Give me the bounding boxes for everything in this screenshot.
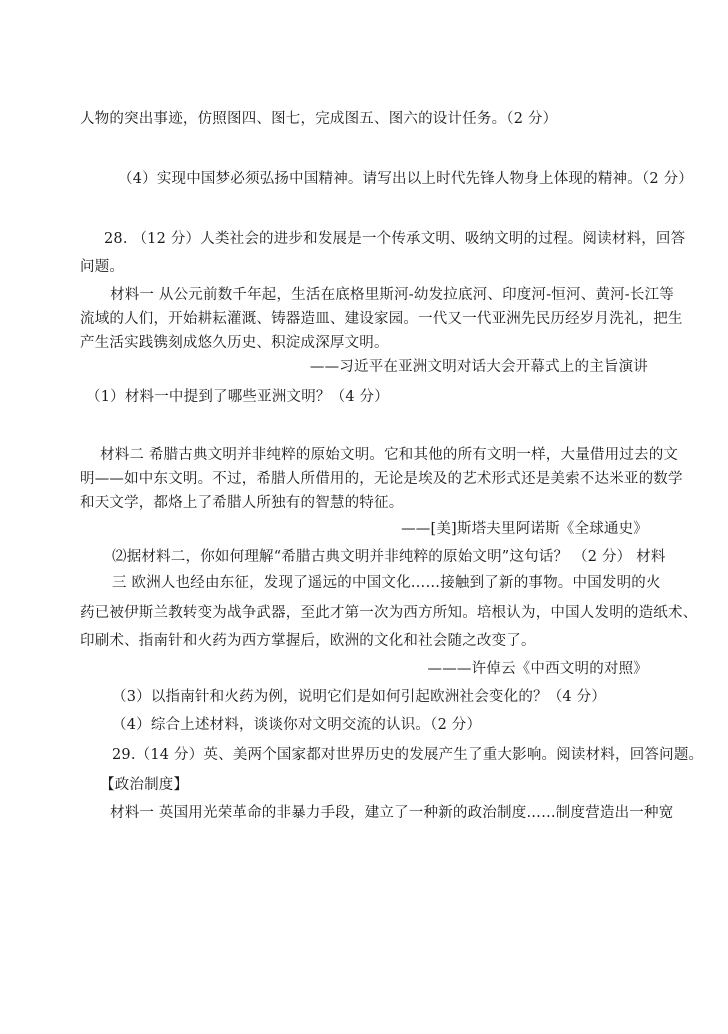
question-29-heading: 29.（14 分）英、美两个国家都对世界历史的发展产生了重大影响。阅读材料，回答问题。 [112, 747, 704, 763]
material-one-text: 材料一 从公元前数千年起，生活在底格里斯河-幼发拉底河、印度河-恒河、黄河-长江等 [110, 287, 675, 303]
question-1-prompt: （1）材料一中提到了哪些亚洲文明？（4 分） [86, 389, 389, 405]
text-line: 问题。 [80, 259, 125, 275]
question-2-prompt: ⑵据材料二，你如何理解“希腊古典文明并非纯粹的原始文明”这句话？ （2 分） 材料 [112, 549, 666, 565]
section-heading: 【政治制度】 [100, 777, 189, 793]
material-three-text: 三 欧洲人也经由东征，发现了遥远的中国文化……接触到了新的事物。中国发明的火 [112, 575, 661, 591]
question-4-prompt: （4）综合上述材料，谈谈你对文明交流的认识。（2 分） [112, 717, 482, 733]
material-two-text: 材料二 希腊古典文明并非纯粹的原始文明。它和其他的所有文明一样，大量借用过去的文 [100, 447, 679, 463]
question-28-heading: 28. （12 分）人类社会的进步和发展是一个传承文明、吸纳文明的过程。阅读材料，回答 [104, 231, 686, 247]
material-two-text: 和天文学，都烙上了希腊人所独有的智慧的特征。 [80, 495, 404, 511]
material-one-text: 流域的人们，开始耕耘灌溉、铸器造皿、建设家园。一代又一代亚洲先民历经岁月洗礼，把生 [80, 311, 683, 327]
material-three-source: ———许倬云《中西文明的对照》 [427, 661, 648, 677]
material-one-text: 材料一 英国用光荣革命的非暴力手段，建立了一种新的政治制度……制度营造出一种宽 [110, 805, 674, 821]
material-one-source: ——习近平在亚洲文明对话大会开幕式上的主旨演讲 [309, 359, 648, 375]
material-one-text: 产生活实践镌刻成悠久历史、积淀成深厚文明。 [80, 335, 389, 351]
material-three-text: 药已被伊斯兰教转变为战争武器，至此才第一次为西方所知。培根认为，中国人发明的造纸术、 [80, 605, 698, 621]
question-4-prompt: （4）实现中国梦必须弘扬中国精神。请写出以上时代先锋人物身上体现的精神。（2 分） [118, 171, 694, 187]
material-three-text: 印刷术、指南针和火药为西方掌握后，欧洲的文化和社会随之改变了。 [80, 633, 536, 649]
text-line: 人物的突出事迹，仿照图四、图七，完成图五、图六的设计任务。（2 分） [80, 111, 558, 127]
material-two-text: 明——如中东文明。不过，希腊人所借用的，无论是埃及的艺术形式还是美索不达米亚的数学 [80, 471, 683, 487]
material-two-source: ——[美]斯塔夫里阿诺斯《全球通史》 [401, 521, 648, 537]
question-3-prompt: （3）以指南针和火药为例，说明它们是如何引起欧洲社会变化的？（4 分） [112, 689, 607, 705]
